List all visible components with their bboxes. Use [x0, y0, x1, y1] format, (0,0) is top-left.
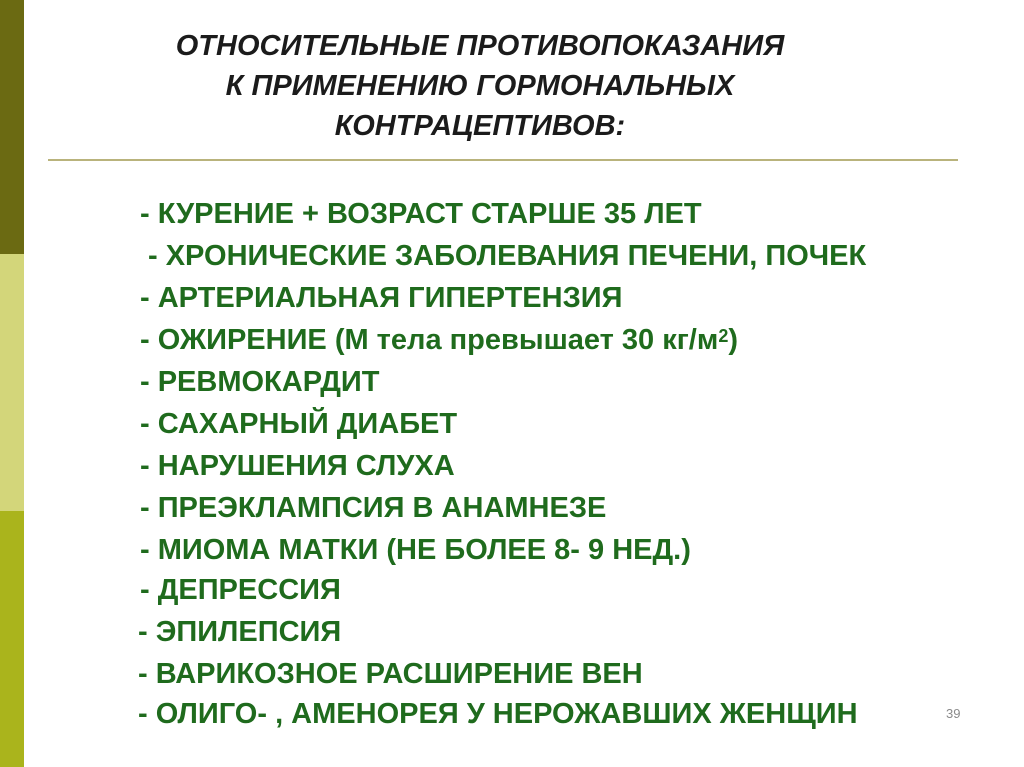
list-item: - ХРОНИЧЕСКИЕ ЗАБОЛЕВАНИЯ ПЕЧЕНИ, ПОЧЕК — [148, 240, 867, 272]
list-item: - НАРУШЕНИЯ СЛУХА — [140, 450, 455, 482]
list-item: - САХАРНЫЙ ДИАБЕТ — [140, 408, 458, 440]
list-item-text: - ОЖИРЕНИЕ (М тела превышает 30 кг/м — [140, 324, 719, 356]
list-item: - МИОМА МАТКИ (НЕ БОЛЕЕ 8- 9 НЕД.) — [140, 534, 691, 566]
list-item — [140, 322, 738, 358]
list-item: - ОЛИГО- , АМЕНОРЕЯ У НЕРОЖАВШИХ ЖЕНЩИН — [138, 698, 858, 730]
list-item: - КУРЕНИЕ + ВОЗРАСТ СТАРШЕ 35 ЛЕТ — [140, 198, 702, 230]
title-line-1: ОТНОСИТЕЛЬНЫЕ ПРОТИВОПОКАЗАНИЯ — [175, 30, 785, 62]
list-item-suffix: ) — [728, 324, 738, 356]
superscript: 2 — [718, 326, 729, 346]
list-item: - ДЕПРЕССИЯ — [140, 574, 341, 606]
list-item: - ВАРИКОЗНОЕ РАСШИРЕНИЕ ВЕН — [138, 658, 643, 690]
title-line-2: К ПРИМЕНЕНИЮ ГОРМОНАЛЬНЫХ — [225, 70, 735, 102]
list-item: - ЭПИЛЕПСИЯ — [138, 616, 342, 648]
title-line-3: КОНТРАЦЕПТИВОВ: — [334, 110, 626, 142]
slide-number: 39 — [946, 706, 961, 721]
list-item: - АРТЕРИАЛЬНАЯ ГИПЕРТЕНЗИЯ — [140, 282, 623, 314]
list-item: - РЕВМОКАРДИТ — [140, 366, 380, 398]
list-item: - ПРЕЭКЛАМПСИЯ В АНАМНЕЗЕ — [140, 492, 607, 524]
